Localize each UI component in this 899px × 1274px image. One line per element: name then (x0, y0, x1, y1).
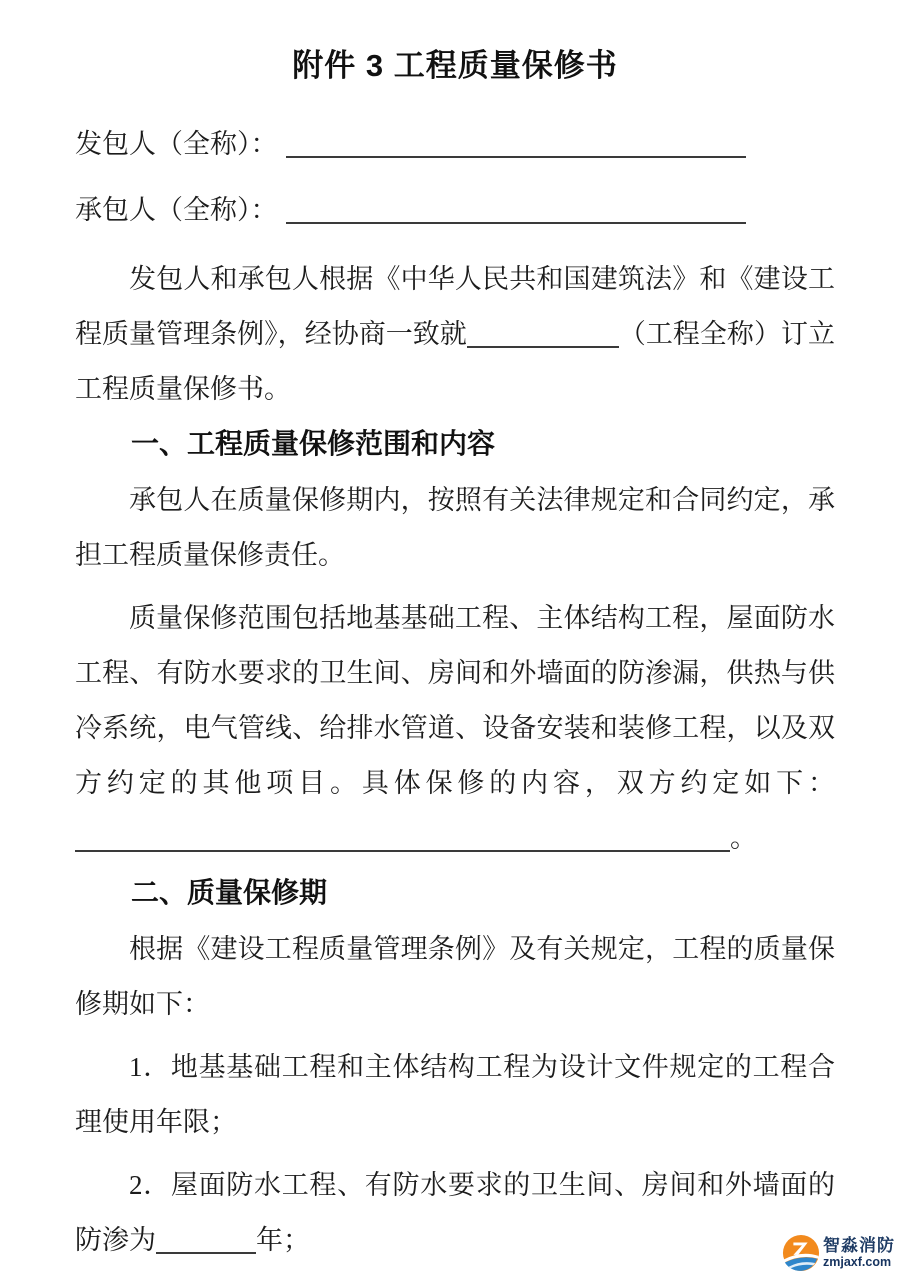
watermark-text (823, 1237, 895, 1269)
warranty-content-blank-field (75, 824, 730, 852)
years-blank-field (156, 1226, 256, 1254)
section1-paragraph1: 承包人在质量保修期内，按照有关法律规定和合同约定，承担工程质量保修责任。 (75, 485, 835, 570)
watermark-brand-name: 智淼消防 (823, 1236, 895, 1256)
intro-text-before-blank: 发包人和承包人根据《中华人民共和国建筑法》和《建设工程质量管理条例》，经协商一致就 (75, 264, 835, 349)
watermark (782, 1234, 895, 1272)
warranty-scope-text-end: 。 (730, 823, 757, 853)
section2-heading: 二、质量保修期 (131, 877, 328, 908)
item2-text-after-blank: 年； (256, 1225, 310, 1255)
section1-heading: 一、工程质量保修范围和内容 (131, 428, 496, 459)
item2-text-before-blank: 2．屋面防水工程、有防水要求的卫生间、房间和外墙面的防渗为 (75, 1170, 835, 1255)
employer-field-line (75, 126, 835, 162)
contractor-name-blank-field (286, 196, 746, 224)
warranty-scope-text: 质量保修范围包括地基基础工程、主体结构工程，屋面防水工程、有防水要求的卫生间、房间和外墙面的防渗漏，供热与供冷系统，电气管线、给排水管道、设备安装和装修工程，以及双方约定的其他项目。具体保修的内容，双方约定如下： (75, 603, 835, 798)
section2-intro-paragraph: 根据《建设工程质量管理条例》及有关规定，工程的质量保修期如下： (75, 934, 835, 1019)
section1-paragraph2 (75, 591, 835, 866)
warranty-period-item-1: 1．地基基础工程和主体结构工程为设计文件规定的工程合理使用年限； (75, 1052, 835, 1137)
intro-paragraph (75, 252, 835, 417)
contractor-label: 承包人（全称）： (75, 195, 278, 225)
document-title: 附件 3 工程质量保修书 (292, 48, 618, 83)
project-name-blank-field (467, 320, 619, 348)
watermark-domain: zmjaxf.com (823, 1255, 892, 1270)
intro-text-after-blank: （工程全称）订立工程质量保修书。 (75, 319, 836, 404)
warranty-period-item-2 (75, 1158, 835, 1268)
contractor-field-line (75, 192, 835, 228)
employer-name-blank-field (286, 130, 746, 158)
employer-label: 发包人（全称）： (75, 129, 278, 159)
zhimiao-fire-logo-icon (782, 1234, 820, 1272)
